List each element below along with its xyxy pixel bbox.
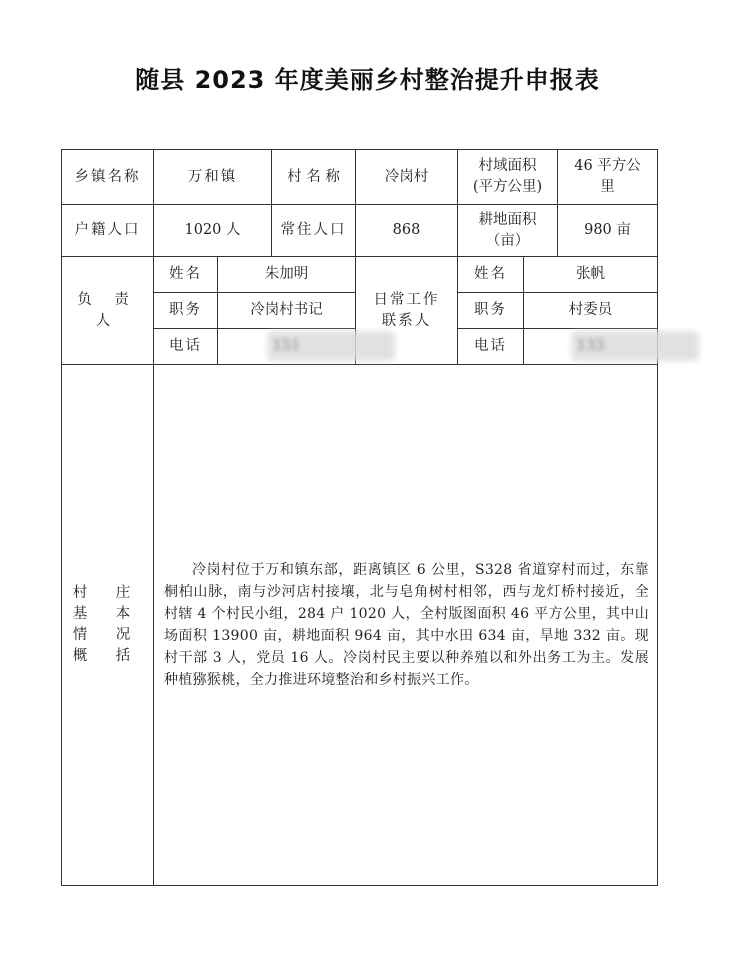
leader-name-value: 朱加明 [218, 257, 356, 293]
overview-label-part: 概 括 [72, 648, 143, 664]
village-name-value: 冷岗村 [356, 150, 458, 205]
row-name [62, 257, 658, 293]
leader-phone-text: 151 [272, 338, 301, 354]
village-area-value-line2: 里 [600, 179, 615, 195]
village-area-label-line1: 村域面积 [478, 158, 537, 174]
contact-position-label: 职务 [458, 293, 524, 329]
resident-population-label: 常住人口 [272, 205, 356, 257]
leader-position-value: 冷岗村书记 [218, 293, 356, 329]
leader-phone-label: 电话 [154, 329, 218, 365]
town-name-value: 万和镇 [154, 150, 272, 205]
town-name-label: 乡镇名称 [62, 150, 154, 205]
person-in-charge-label: 负 责 人 [62, 257, 154, 365]
overview-label-part: 基 本 [72, 606, 143, 622]
contact-phone-text: 133 [576, 338, 605, 354]
daily-contact-label-line2: 联系人 [381, 312, 432, 329]
village-overview-text: 冷岗村位于万和镇东部，距离镇区 6 公里，S328 省道穿村而过，东靠桐柏山脉，南与沙河店村接壤，北与皂角树村相邻，西与龙灯桥村接近，全村辖 4 个村民小组，284 户 1020 人，全村版图面积 46 平方公里，其中山场面积 13900 亩，耕地面积 964 亩，其中水田 634 亩，旱地 332 亩。现村干部 3 人，党员 16 人。冷岗村民主要以种养殖以和外出务工为主。发展种植猕猴桃，全力推进环境整治和乡村振兴工作。 [164, 562, 650, 688]
overview-label-part: 情 况 [72, 627, 143, 643]
overview-label-part: 村 庄 [72, 585, 143, 601]
contact-name-label: 姓名 [458, 257, 524, 293]
farmland-area-label-line2: （亩） [485, 232, 530, 249]
leader-phone-value [218, 329, 356, 365]
registered-population-label: 户籍人口 [62, 205, 154, 257]
farmland-area-label-line1: 耕地面积 [478, 211, 537, 228]
contact-name-value: 张帆 [524, 257, 658, 293]
leader-name-label: 姓名 [154, 257, 218, 293]
village-overview-content [154, 365, 658, 886]
daily-contact-label-line1: 日常工作 [373, 291, 440, 308]
farmland-area-label [458, 205, 558, 257]
village-area-value [558, 150, 658, 205]
leader-position-label: 职务 [154, 293, 218, 329]
contact-phone-value [524, 329, 658, 365]
row-overview [62, 365, 658, 886]
village-area-label-line2: (平方公里) [472, 179, 543, 195]
application-form-table [61, 149, 658, 886]
farmland-area-value: 980 亩 [558, 205, 658, 257]
resident-population-value: 868 [356, 205, 458, 257]
page-title: 随县 2023 年度美丽乡村整治提升申报表 [135, 66, 600, 94]
contact-position-value: 村委员 [524, 293, 658, 329]
leader-phone-redacted [273, 336, 301, 357]
village-overview-label [62, 365, 154, 886]
row-basic-1 [62, 150, 658, 205]
row-basic-2 [62, 205, 658, 257]
village-name-label [272, 150, 356, 205]
village-area-value-line1: 46 平方公 [574, 158, 641, 174]
village-name-label-text: 村 名 称 [287, 168, 340, 185]
village-area-label [458, 150, 558, 205]
registered-population-value: 1020 人 [154, 205, 272, 257]
contact-phone-redacted [577, 336, 605, 357]
contact-phone-label: 电话 [458, 329, 524, 365]
